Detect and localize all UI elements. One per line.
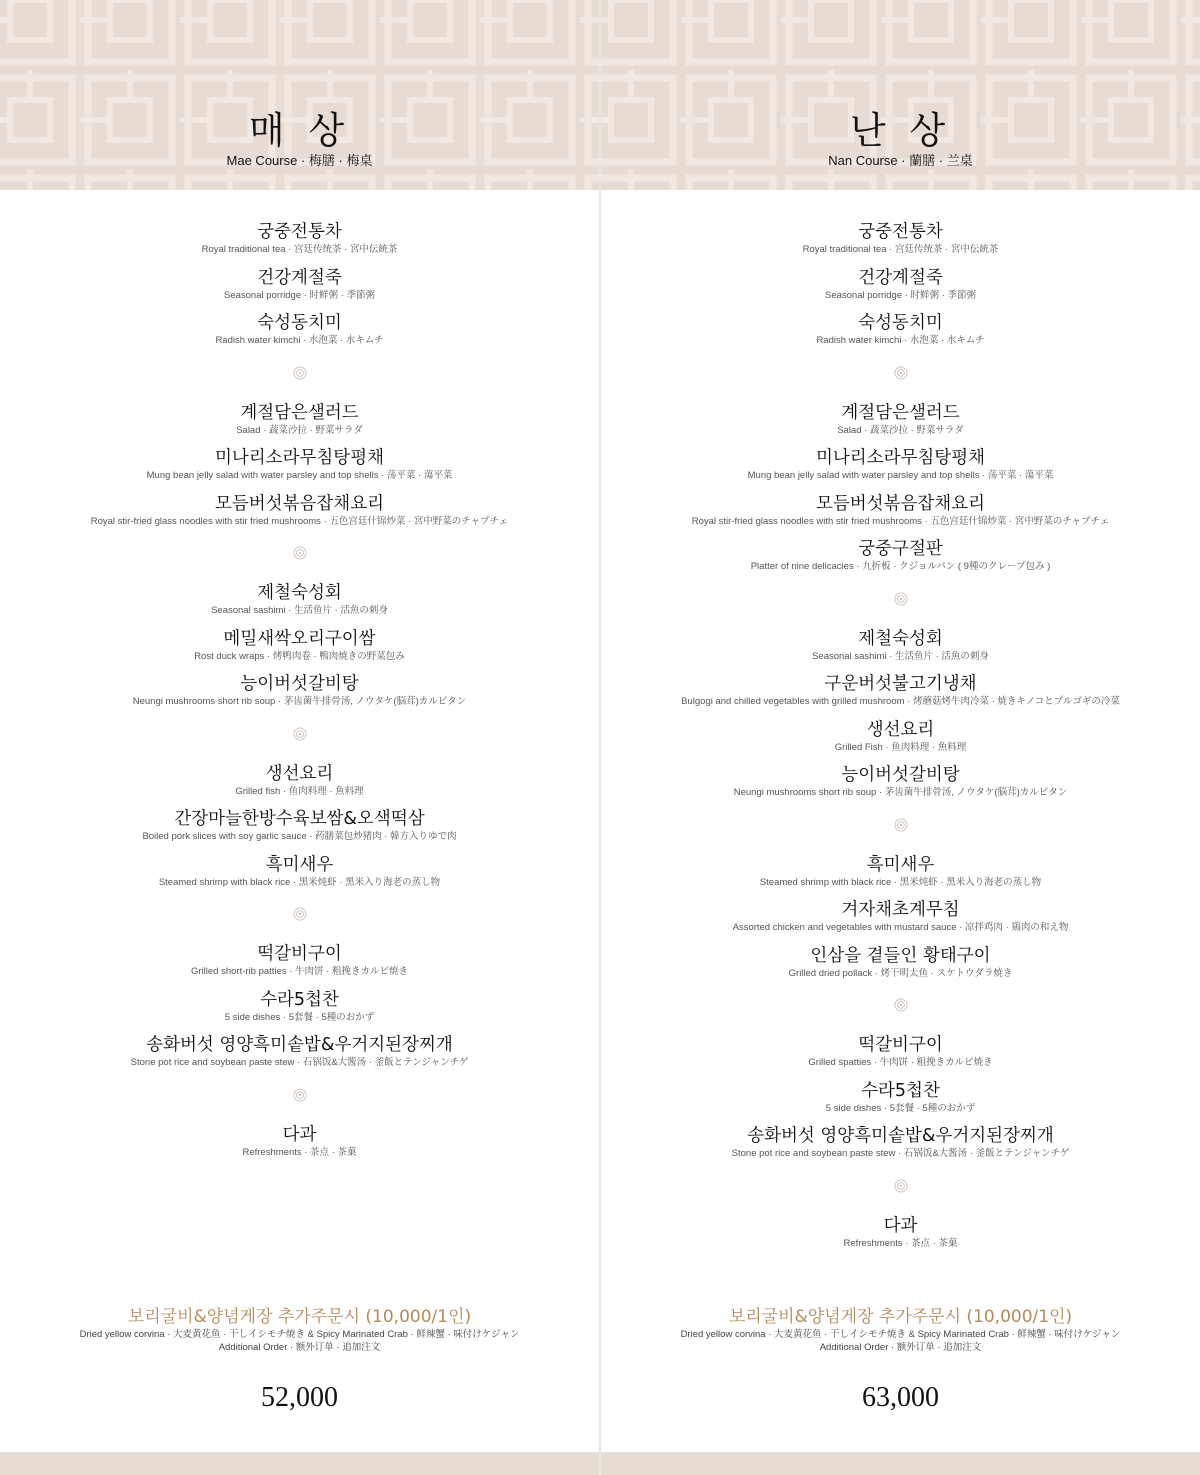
- course-title: 매 상: [248, 109, 351, 152]
- menu-item-translation: Salad · 蔬菜沙拉 · 野菜サラダ: [236, 424, 363, 436]
- addon-description: [0, 1328, 599, 1354]
- menu-item: [0, 583, 599, 629]
- menu-item-name: 계절담은샐러드: [240, 402, 359, 423]
- menu-item: [601, 765, 1200, 811]
- ornament-flower-icon: [601, 1178, 1200, 1192]
- menu-item-name: 건강계절죽: [858, 267, 943, 288]
- menu-item-translation: Grilled short-rib patties · 牛肉饼 · 粗挽きカルビ焼き: [191, 966, 408, 977]
- menu-item-name: 생선요리: [866, 719, 935, 740]
- menu-item-translation: Royal stir-fried glass noodles with stir fried mushrooms · 五色宫廷什锦炒菜 · 宮中野菜のチャプチェ: [691, 515, 1110, 527]
- menu-item: [0, 403, 599, 449]
- menu-item: [0, 1125, 599, 1171]
- menu-item: [0, 629, 599, 675]
- menu-item-name: 다과: [883, 1215, 918, 1236]
- menu-item-name: 건강계절죽: [257, 267, 342, 288]
- menu-item-name: 제철숙성회: [858, 628, 943, 649]
- menu-item-translation: Royal traditional tea · 宫廷传统茶 · 宮中伝統茶: [802, 244, 999, 255]
- menu-item-translation: Bulgogi and chilled vegetables with grilled mushroom · 烤蘑菇烤牛肉冷菜 · 焼きキノコとプルゴギの冷菜: [681, 696, 1120, 707]
- menu-item-name: 떡갈비구이: [257, 944, 342, 964]
- menu-item-name: 능이버섯갈비탕: [240, 674, 359, 694]
- course-price: 52,000: [261, 1382, 338, 1413]
- menu-item-translation: Seasonal porridge · 时鲜粥 · 季節粥: [825, 289, 976, 301]
- menu-item: [0, 222, 599, 268]
- menu-item-name: 생선요리: [265, 763, 334, 784]
- addon-title: 보리굴비&양념게장 추가주문시 (10,000/1인): [127, 1307, 472, 1327]
- menu-item-name: 구운버섯불고기냉채: [824, 674, 977, 694]
- menu-item-translation: Mung bean jelly salad with water parsley and top shells · 荡平菜 · 蕩平菜: [146, 470, 453, 481]
- addon-items: Dried yellow corvina · 大麦黄花鱼 · 干しイシモチ焼き & Spicy Marinated Crab · 鲜辣蟹 · 味付けケジャン: [680, 1329, 1121, 1340]
- menu-item-translation: Grilled Fish · 鱼肉料理 · 魚料理: [834, 741, 967, 753]
- menu-item: [0, 313, 599, 359]
- course-subtitle: Mae Course · 梅膳 · 梅桌: [226, 153, 373, 168]
- menu-item: [601, 313, 1200, 359]
- course-title: 난 상: [849, 109, 952, 152]
- course-subtitle: Nan Course · 蘭膳 · 兰桌: [828, 153, 973, 168]
- menu-item-translation: Radish water kimchi · 水泡菜 · 水キムチ: [816, 335, 985, 346]
- menu-item-translation: Salad · 蔬菜沙拉 · 野菜サラダ: [837, 424, 964, 436]
- addon-title: 보리굴비&양념게장 추가주문시 (10,000/1인): [728, 1307, 1073, 1327]
- menu-item-name: 간장마늘한방수육보쌈&오색떡삼: [174, 809, 425, 829]
- menu-item-name: 궁중구절판: [858, 539, 943, 559]
- menu-item-translation: Royal traditional tea · 宫廷传统茶 · 宮中伝統茶: [201, 244, 398, 255]
- menu-item-name: 궁중전통차: [257, 222, 342, 242]
- menu-item: [601, 946, 1200, 992]
- menu-item: [0, 494, 599, 540]
- menu-item-name: 다과: [282, 1124, 317, 1145]
- ornament-flower-icon: [601, 817, 1200, 831]
- menu-item-name: 메밀새싹오리구이쌈: [223, 628, 376, 649]
- menu-item: [601, 720, 1200, 766]
- menu-item-name: 모듬버섯볶음잡채요리: [815, 493, 986, 514]
- menu-item-translation: Neungi mushrooms short rib soup · 茅齿菌牛排骨汤, ノウタケ(脳茸)カルビタン: [132, 696, 467, 707]
- menu-item: [0, 809, 599, 855]
- menu-item-name: 제철숙성회: [257, 583, 342, 603]
- menu-item-translation: Royal stir-fried glass noodles with stir fried mushrooms · 五色宫廷什锦炒菜 · 宮中野菜のチャプチェ: [90, 515, 509, 527]
- menu-item: [0, 855, 599, 901]
- menu-item-name: 궁중전통차: [858, 222, 943, 242]
- menu-item-translation: Platter of nine delicacies · 九折板 · クジョルパン ( 9種のクレープ包み ): [750, 561, 1051, 572]
- menu-item-translation: Grilled dried pollack · 烤干明太鱼 · スケトウダラ焼き: [788, 967, 1013, 979]
- header-banner: [601, 0, 1200, 190]
- ornament-flower-icon: [0, 726, 599, 740]
- ornament-flower-icon: [601, 591, 1200, 605]
- menu-item: [0, 448, 599, 494]
- menu-item-translation: Stone pot rice and soybean paste stew · 石锅饭&大酱汤 · 釜飯とテンジャンチゲ: [731, 1148, 1070, 1159]
- menu-item-translation: Seasonal porridge · 时鲜粥 · 季節粥: [224, 289, 375, 301]
- menu-item-translation: Stone pot rice and soybean paste stew · 石锅饭&大酱汤 · 釜飯とテンジャンチゲ: [130, 1057, 469, 1068]
- menu-item-name: 떡갈비구이: [858, 1035, 943, 1055]
- menu-item-translation: 5 side dishes · 5套餐 · 5種のおかず: [224, 1011, 375, 1023]
- menu-item: [601, 900, 1200, 946]
- menu-item: [0, 1035, 599, 1081]
- menu-item-name: 흑미새우: [866, 854, 935, 875]
- menu-item-name: 흑미새우: [265, 854, 334, 875]
- menu-item-translation: Refreshments · 茶点 · 茶菓: [242, 1146, 357, 1158]
- menu-item-translation: 5 side dishes · 5套餐 · 5種のおかず: [825, 1102, 976, 1114]
- ornament-flower-icon: [601, 365, 1200, 379]
- menu-item-translation: Steamed shrimp with black rice · 黑米炖虾 · 黑米入り海老の蒸し物: [759, 876, 1042, 888]
- addon-items: Dried yellow corvina · 大麦黄花鱼 · 干しイシモチ焼き & Spicy Marinated Crab · 鲜辣蟹 · 味付けケジャン: [79, 1329, 520, 1340]
- menu-item-name: 미나리소라무침탕평채: [815, 448, 986, 468]
- menu-item-name: 송화버섯 영양흑미솥밥&우거지된장찌개: [747, 1126, 1054, 1146]
- menu-item: [601, 448, 1200, 494]
- menu-page-nan: [601, 0, 1200, 1475]
- footer-band: [601, 1452, 1200, 1475]
- menu-item-translation: Neungi mushrooms short rib soup · 茅齿菌牛排骨汤, ノウタケ(脳茸)カルビタン: [733, 787, 1068, 798]
- menu-item-name: 겨자채초계무침: [841, 900, 960, 920]
- menu-item-name: 송화버섯 영양흑미솥밥&우거지된장찌개: [146, 1035, 453, 1055]
- menu-item: [0, 990, 599, 1036]
- menu-item: [0, 268, 599, 314]
- course-price: 63,000: [862, 1382, 939, 1413]
- menu-item-translation: Radish water kimchi · 水泡菜 · 水キムチ: [215, 335, 384, 346]
- addon-order-note: Additional Order · 额外订单 · 追加注文: [819, 1342, 982, 1353]
- menu-item: [601, 629, 1200, 675]
- menu-item-translation: Grilled spatties · 牛肉饼 · 粗挽きカルビ焼き: [808, 1057, 993, 1068]
- menu-item-translation: Steamed shrimp with black rice · 黑米炖虾 · 黑米入り海老の蒸し物: [158, 876, 441, 888]
- menu-item: [0, 764, 599, 810]
- menu-item: [601, 674, 1200, 720]
- menu-item: [601, 1126, 1200, 1172]
- menu-item-translation: Assorted chicken and vegetables with mustard sauce · 凉拌鸡肉 · 鶏肉の和え物: [732, 922, 1069, 933]
- menu-item: [601, 403, 1200, 449]
- menu-item-translation: Refreshments · 茶点 · 茶菓: [843, 1237, 958, 1249]
- menu-item: [0, 944, 599, 990]
- menu-item: [0, 674, 599, 720]
- menu-item-name: 계절담은샐러드: [841, 402, 960, 423]
- menu-item-translation: Grilled fish · 鱼肉料理 · 魚料理: [235, 785, 364, 797]
- ornament-flower-icon: [0, 365, 599, 379]
- addon-order-note: Additional Order · 额外订单 · 追加注文: [218, 1342, 381, 1353]
- footer-band: [0, 1452, 599, 1475]
- menu-item: [601, 539, 1200, 585]
- menu-item-name: 능이버섯갈비탕: [841, 765, 960, 785]
- menu-item: [601, 855, 1200, 901]
- menu-item-name: 미나리소라무침탕평채: [214, 448, 385, 468]
- menu-page-mae: [0, 0, 599, 1475]
- menu-item-translation: Seasonal sashimi · 生活鱼片 · 活魚の刺身: [211, 605, 388, 616]
- menu-item-translation: Boiled pork slices with soy garlic sauce · 药膳菜包炒猪肉 · 韓方入りゆで肉: [142, 831, 457, 842]
- menu-item: [601, 1081, 1200, 1127]
- menu-item: [601, 494, 1200, 540]
- ornament-flower-icon: [0, 545, 599, 559]
- menu-item-name: 수라5첩찬: [861, 1080, 940, 1101]
- menu-item-translation: Mung bean jelly salad with water parsley and top shells · 荡平菜 · 蕩平菜: [747, 470, 1054, 481]
- ornament-flower-icon: [0, 906, 599, 920]
- menu-item-name: 수라5첩찬: [260, 989, 339, 1010]
- menu-item-name: 모듬버섯볶음잡채요리: [214, 493, 385, 514]
- menu-item: [601, 1216, 1200, 1262]
- ornament-flower-icon: [601, 997, 1200, 1011]
- menu-item-name: 숙성동치미: [257, 313, 342, 333]
- menu-item: [601, 222, 1200, 268]
- menu-item: [601, 268, 1200, 314]
- menu-item-name: 숙성동치미: [858, 313, 943, 333]
- menu-item: [601, 1035, 1200, 1081]
- menu-item-translation: Seasonal sashimi · 生活鱼片 · 活魚の刺身: [812, 650, 989, 662]
- header-banner: [0, 0, 599, 190]
- addon-description: [601, 1328, 1200, 1354]
- menu-item-name: 인삼을 곁들인 황태구이: [810, 945, 991, 966]
- ornament-flower-icon: [0, 1087, 599, 1101]
- menu-item-translation: Rost duck wraps · 烤鸭肉卷 · 鴨肉焼きの野菜包み: [194, 650, 405, 662]
